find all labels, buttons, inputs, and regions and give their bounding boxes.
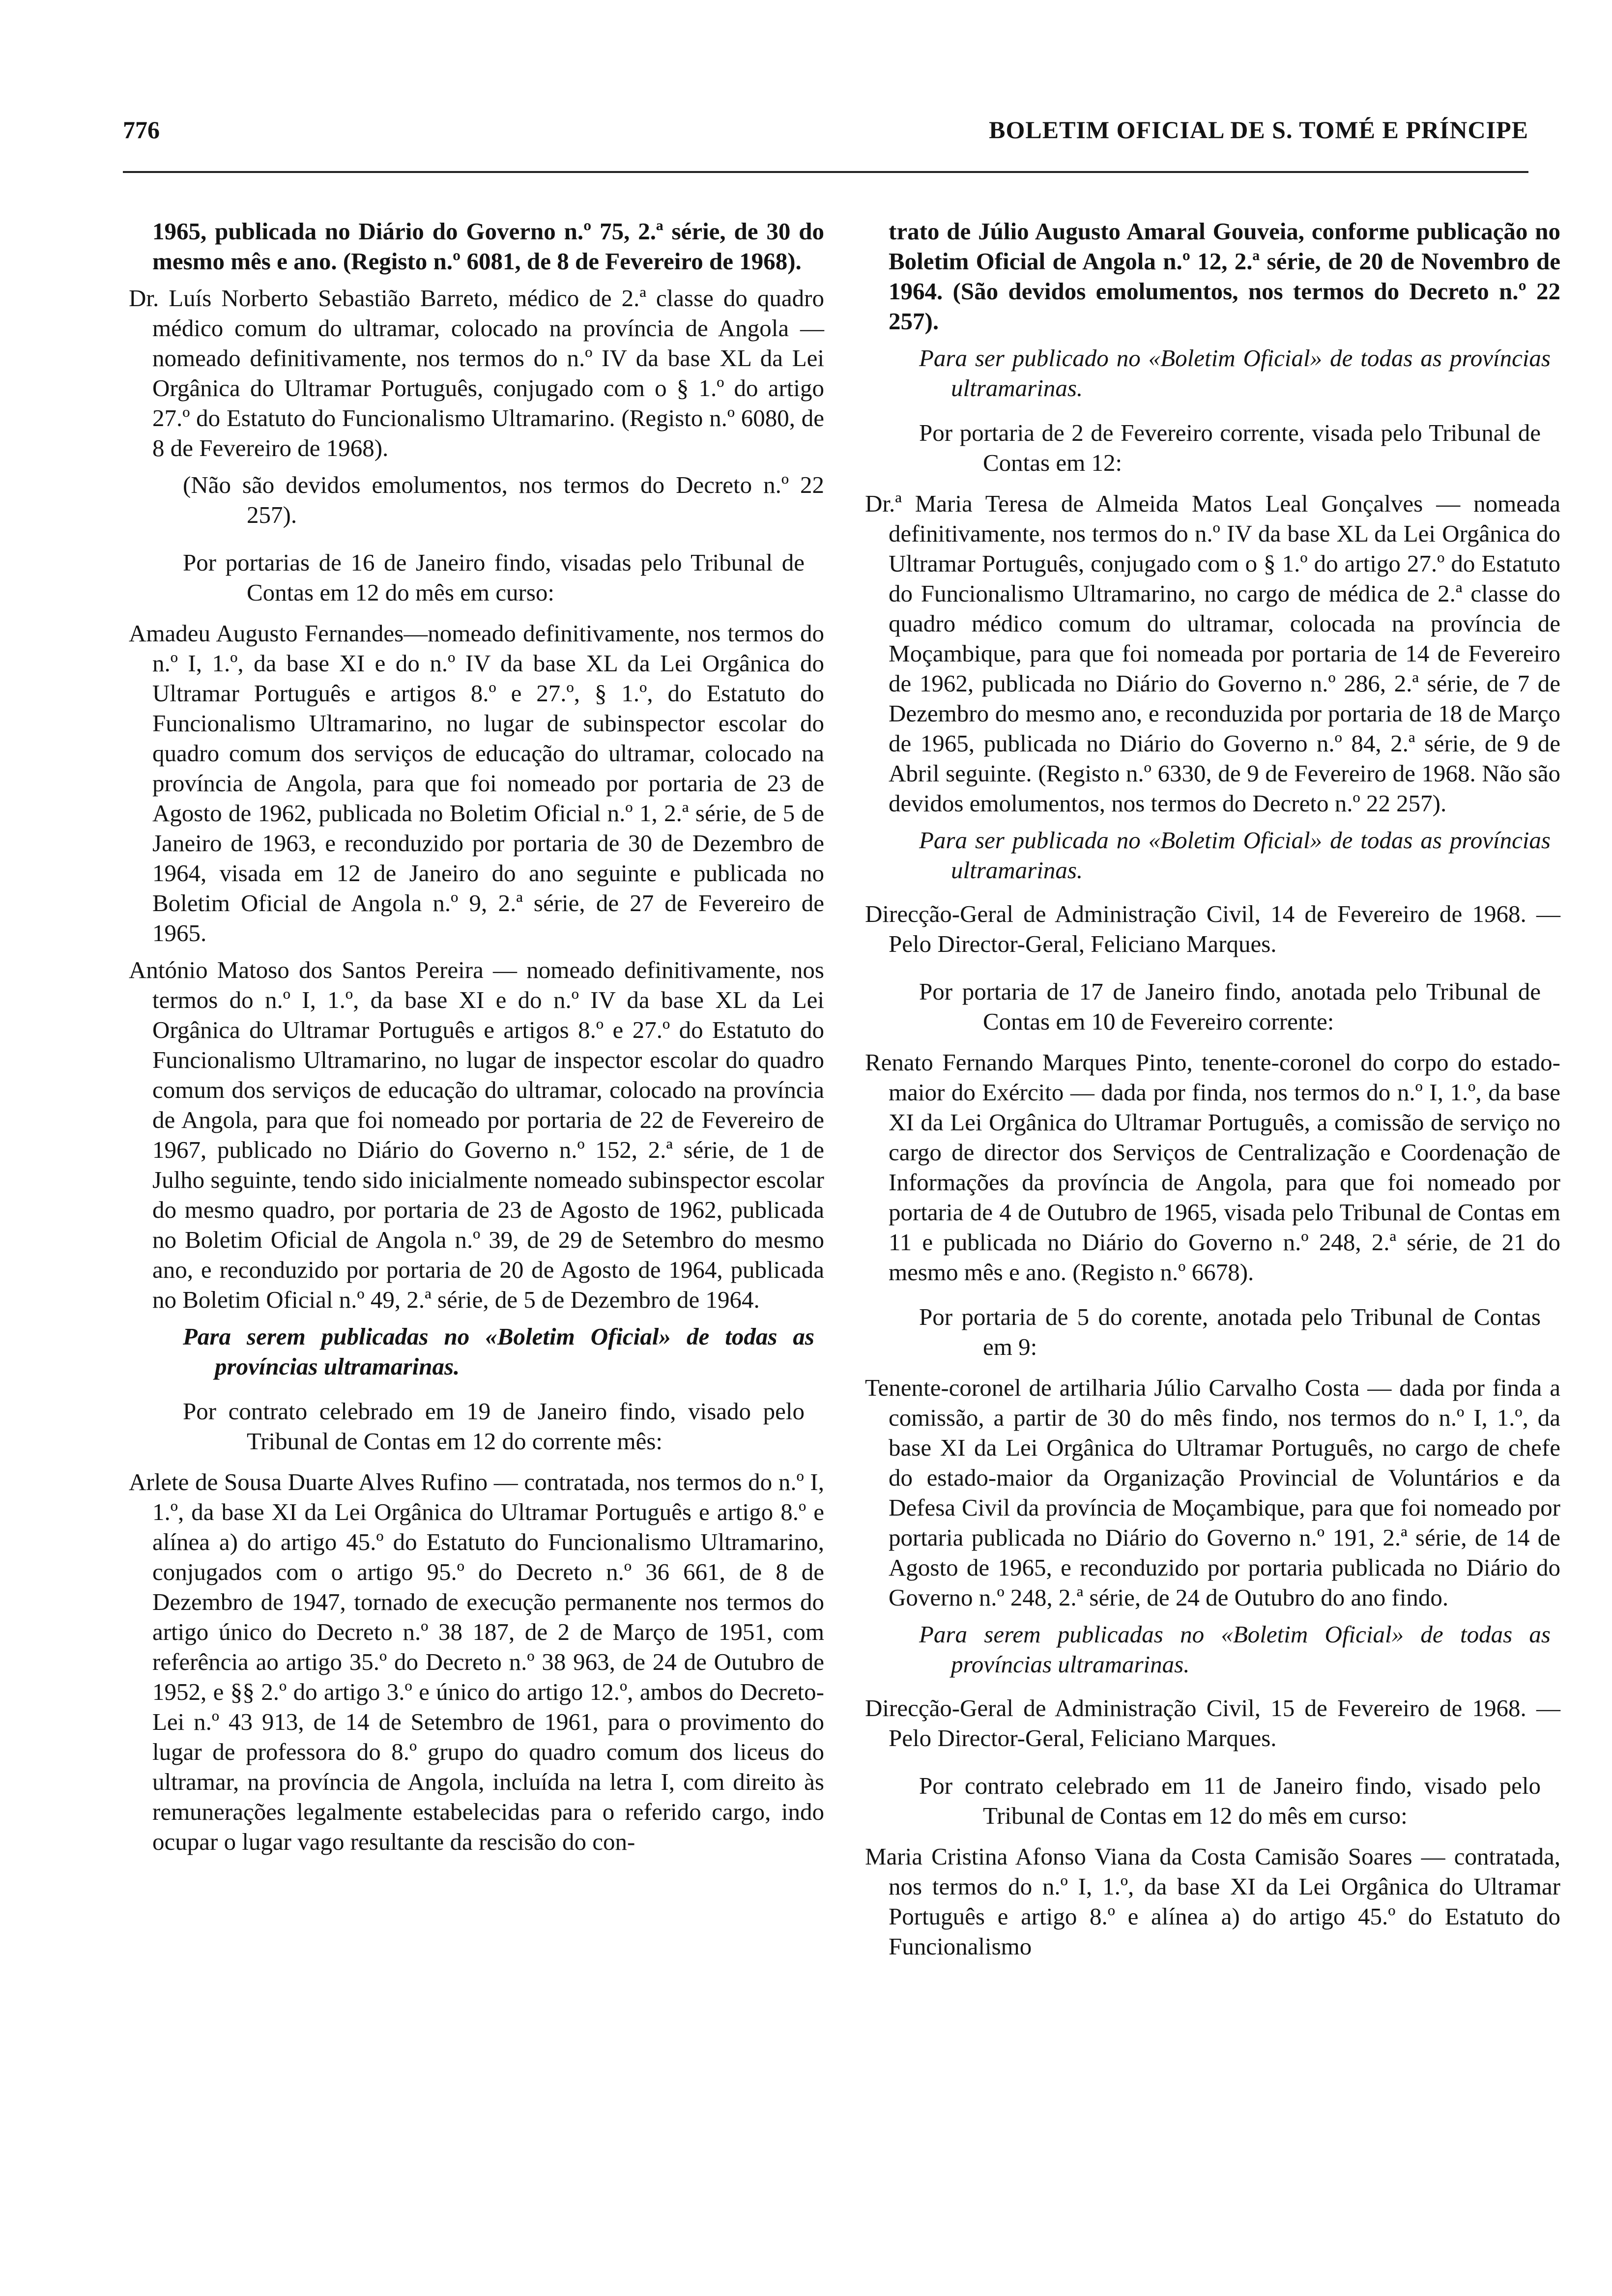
appointment-fernandes: Amadeu Augusto Fernandes—nomeado definitivamente, nos termos do n.º I, 1.º, da base XI e do n.º IV da base XL da Lei Orgânica do Ultramar Português e artigos 8.º e 27.º, § 1.º, do Estatuto do Funcionalismo Ultramarino, no lugar de subinspector escolar do quadro comum dos serviços de educação do ultramar, colocado na província de Angola, para que foi nomeado por portaria de 23 de Agosto de 1962, publicada no Boletim Oficial n.º 1, 2.ª série, de 5 de Janeiro de 1963, e reconduzido por portaria de 30 de Dezembro de 1964, visada em 12 de Janeiro do ano seguinte e publicada no Boletim Oficial de Angola n.º 9, 2.ª série, de 27 de Fevereiro de 1965. (129, 620, 824, 947)
contract-soares: Maria Cristina Afonso Viana da Costa Camisão Soares — contratada, nos termos do n.º I, 1.º, da base XI da Lei Orgânica do Ultramar Português e artigo 8.º e alínea a) do artigo 45.º do Estatuto do Funcionalismo (865, 1843, 1560, 1960)
portaria-intro: Por portaria de 5 do corente, anotada pelo Tribunal de Contas em 9: (919, 1303, 1541, 1360)
right-column (865, 216, 1560, 1968)
left-column (129, 216, 824, 1864)
header-rule (123, 171, 1528, 173)
contract-intro: Por contrato celebrado em 11 de Janeiro findo, visado pelo Tribunal de Contas em 12 do mês em curso: (919, 1772, 1541, 1829)
contract-rufino: Arlete de Sousa Duarte Alves Rufino — contratada, nos termos do n.º I, 1.º, da base XI da Lei Orgânica do Ultramar Português e artigo 8.º e alínea a) do artigo 45.º do Estatuto do Funcionalismo Ultramarino, conjugados com o artigo 95.º do Decreto n.º 36 661, de 8 de Dezembro de 1947, tornado de execução permanente nos termos do artigo único do Decreto n.º 38 187, de 2 de Março de 1951, com referência ao artigo 35.º do Decreto n.º 38 963, de 24 de Outubro de 1952, e §§ 2.º do artigo 3.º e único do artigo 12.º, ambos do Decreto-Lei n.º 43 913, de 14 de Setembro de 1961, para o provimento do lugar de professora do 8.º grupo do quadro comum dos liceus do ultramar, na província de Angola, incluída na letra I, com direito às remunerações legalmente estabelecidas para o referido cargo, indo ocupar o lugar vago resultante da rescisão do con- (129, 1468, 824, 1855)
publication-note: Para ser publicado no «Boletim Oficial» de todas as províncias ultramarinas. (919, 344, 1551, 402)
page-number: 776 (123, 116, 160, 144)
contract-intro: Por contrato celebrado em 19 de Janeiro findo, visado pelo Tribunal de Contas em 12 do corrente mês: (183, 1398, 805, 1455)
publication-note: Para serem publicadas no «Boletim Oficial» de todas as províncias ultramarinas. (919, 1621, 1551, 1678)
dismissal-pinto: Renato Fernando Marques Pinto, tenente-coronel do corpo do estado-maior do Exército — dada por finda, nos termos do n.º I, 1.º, da base XI da Lei Orgânica do Ultramar Português, a comissão de serviço no cargo de director dos Serviços de Centralização e Coordenação de Informações da província de Angola, para que foi nomeado por portaria de 4 de Outubro de 1965, visada pelo Tribunal de Contas em 11 e publicada no Diário do Governo n.º 248, 2.ª série, de 21 do mesmo mês e ano. (Registo n.º 6678). (865, 1049, 1560, 1286)
appointment-barreto: Dr. Luís Norberto Sebastião Barreto, médico de 2.ª classe do quadro médico comum do ultramar, colocado na província de Angola — nomeado definitivamente, nos termos do n.º IV da base XL da Lei Orgânica do Ultramar Português, conjugado com o § 1.º do artigo 27.º do Estatuto do Funcionalismo Ultramarino. (Registo n.º 6080, de 8 de Fevereiro de 1968). (129, 285, 824, 461)
paragraph-continuation: 1965, publicada no Diário do Governo n.º 75, 2.ª série, de 30 do mesmo mês e ano. (Registo n.º 6081, de 8 de Fevereiro de 1968). (152, 218, 824, 275)
paragraph-continuation: trato de Júlio Augusto Amaral Gouveia, conforme publicação no Boletim Oficial de Angola n.º 12, 2.ª série, de 20 de Novembro de 1964. (São devidos emolumentos, nos termos do Decreto n.º 22 257). (889, 218, 1560, 335)
signature-block: Direcção-Geral de Administração Civil, 14 de Fevereiro de 1968. — Pelo Director-Geral, Feliciano Marques. (865, 900, 1560, 957)
journal-title: BOLETIM OFICIAL DE S. TOMÉ E PRÍNCIPE (989, 116, 1528, 144)
appointment-pereira: António Matoso dos Santos Pereira — nomeado definitivamente, nos termos do n.º I, 1.º, da base XI e do n.º IV da base XL da Lei Orgânica do Ultramar Português e artigos 8.º e 27.º do Estatuto do Funcionalismo Ultramarino, no lugar de inspector escolar do quadro comum dos serviços de educação do ultramar, colocado na província de Angola, para que foi nomeado por portaria de 22 de Fevereiro de 1967, publicado no Diário do Governo n.º 152, 2.ª série, de 1 de Julho seguinte, tendo sido inicialmente nomeado subinspector escolar do mesmo quadro, por portaria de 23 de Agosto de 1962, publicada no Boletim Oficial de Angola n.º 39, de 29 de Setembro do mesmo ano, e reconduzido por portaria de 20 de Agosto de 1964, publicada no Boletim Oficial n.º 49, 2.ª série, de 5 de Dezembro de 1964. (129, 956, 824, 1313)
portaria-intro: Por portaria de 2 de Fevereiro corrente, visada pelo Tribunal de Contas em 12: (919, 419, 1541, 476)
portaria-intro: Por portaria de 17 de Janeiro findo, anotada pelo Tribunal de Contas em 10 de Fevereiro corrente: (919, 978, 1541, 1035)
publication-note: Para serem publicadas no «Boletim Oficial» de todas as províncias ultramarinas. (183, 1323, 814, 1380)
publication-note: Para ser publicada no «Boletim Oficial» de todas as províncias ultramarinas. (919, 827, 1551, 884)
page-header (123, 111, 1528, 155)
emolument-note: (Não são devidos emolumentos, nos termos do Decreto n.º 22 257). (183, 471, 824, 528)
signature-block: Direcção-Geral de Administração Civil, 15 de Fevereiro de 1968. — Pelo Director-Geral, Feliciano Marques. (865, 1694, 1560, 1751)
portaria-intro: Por portarias de 16 de Janeiro findo, visadas pelo Tribunal de Contas em 12 do mês em curso: (183, 549, 805, 606)
dismissal-costa: Tenente-coronel de artilharia Júlio Carvalho Costa — dada por finda a comissão, a partir de 30 do mês findo, nos termos do n.º I, 1.º, da base XI da Lei Orgânica do Ultramar Português, no cargo de chefe do estado-maior da Organização Provincial de Voluntários e da Defesa Civil da província de Moçambique, para que foi nomeado por portaria publicada no Diário do Governo n.º 191, 2.ª série, de 14 de Agosto de 1965, e reconduzido por portaria publicada no Diário do Governo n.º 248, 2.ª série, de 24 de Outubro do ano findo. (865, 1374, 1560, 1611)
appointment-goncalves: Dr.ª Maria Teresa de Almeida Matos Leal Gonçalves — nomeada definitivamente, nos termos do n.º IV da base XL da Lei Orgânica do Ultramar Português, conjugado com o § 1.º do artigo 27.º do Estatuto do Funcionalismo Ultramarino, no cargo de médica de 2.ª classe do quadro médico comum do ultramar, colocada na província de Moçambique, para que foi nomeada por portaria de 14 de Fevereiro de 1962, publicada no Diário do Governo n.º 286, 2.ª série, de 7 de Dezembro do mesmo ano, e reconduzida por portaria de 18 de Março de 1965, publicada no Diário do Governo n.º 84, 2.ª série, de 9 de Abril seguinte. (Registo n.º 6330, de 9 de Fevereiro de 1968. Não são devidos emolumentos, nos termos do Decreto n.º 22 257). (865, 490, 1560, 817)
